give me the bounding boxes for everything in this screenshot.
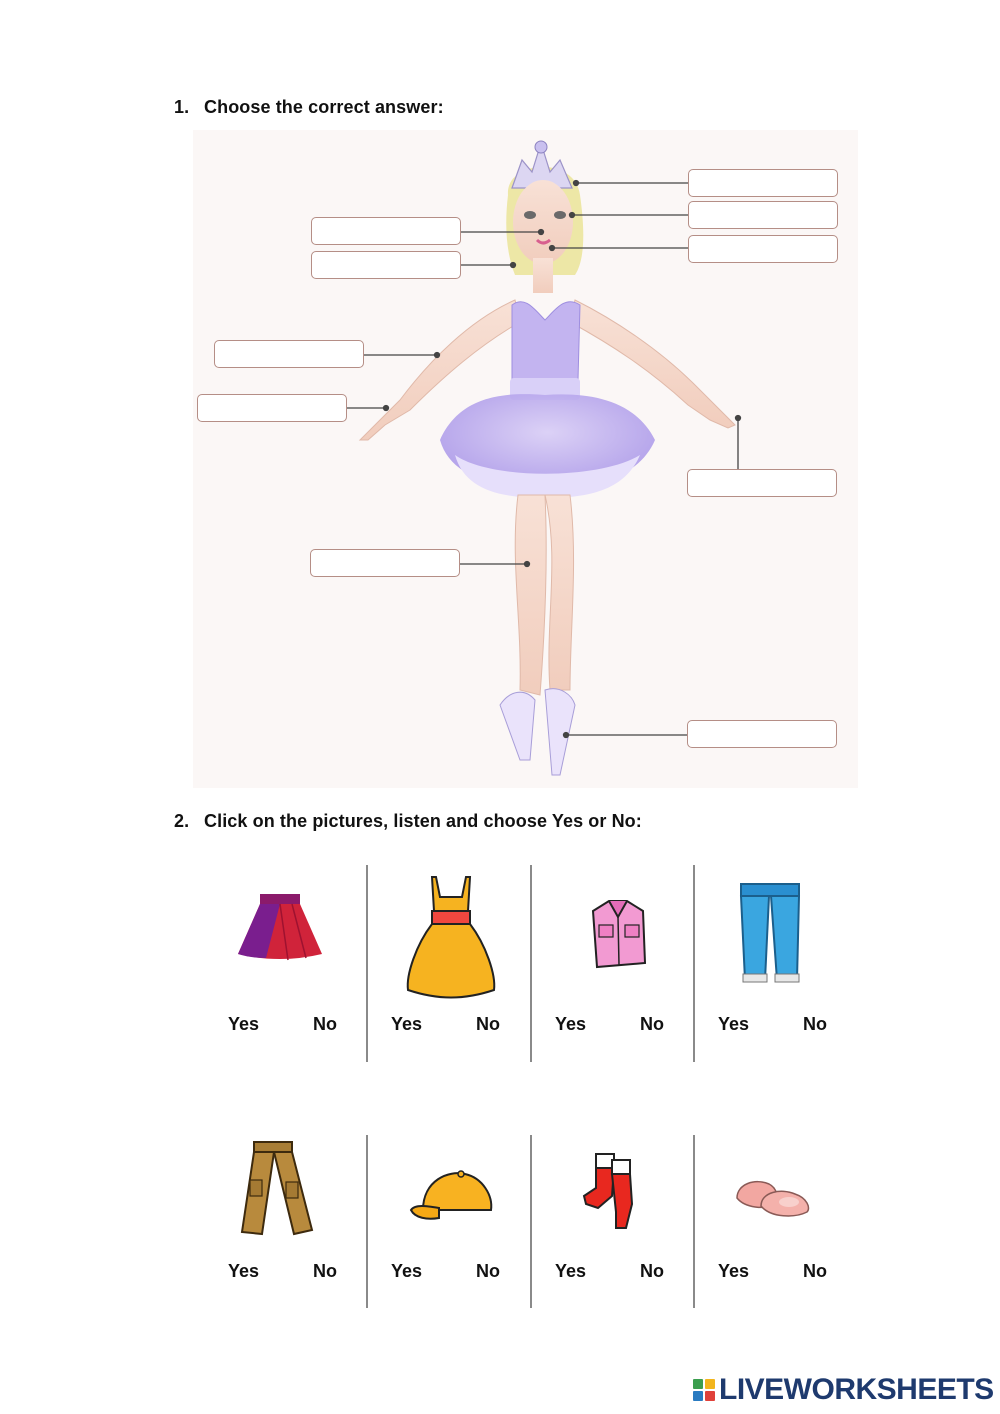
trousers-icon[interactable]	[240, 1140, 315, 1243]
no-option[interactable]: No	[640, 1014, 664, 1034]
no-option[interactable]: No	[476, 1014, 500, 1034]
question-2-number: 2.	[174, 811, 190, 831]
question-1-number: 1.	[174, 97, 190, 117]
no-option[interactable]: No	[313, 1261, 337, 1281]
logo-tile	[705, 1391, 715, 1401]
question-1-text: Choose the correct answer:	[204, 97, 444, 117]
yes-option[interactable]: Yes	[555, 1261, 587, 1281]
answer-box-mouth[interactable]	[688, 235, 838, 263]
question-1-title	[174, 97, 444, 118]
brand-name: LIVEWORKSHEETS	[719, 1373, 994, 1406]
no-option[interactable]: No	[803, 1261, 827, 1281]
no-option[interactable]: No	[313, 1014, 337, 1034]
liveworksheets-logo[interactable]	[693, 1373, 994, 1407]
column-divider	[366, 865, 368, 1062]
shirt-icon[interactable]	[587, 897, 649, 974]
answer-box-crown[interactable]	[688, 169, 838, 197]
question-2-text: Click on the pictures, listen and choose Yes or No:	[204, 811, 642, 831]
answer-box-arm[interactable]	[214, 340, 364, 368]
yes-option[interactable]: Yes	[718, 1014, 750, 1034]
question-2-title	[174, 811, 642, 832]
answer-box-hair[interactable]	[311, 251, 461, 279]
logo-icon	[693, 1379, 715, 1401]
column-divider	[530, 1135, 532, 1308]
yes-option[interactable]: Yes	[718, 1261, 750, 1281]
answer-box-nose[interactable]	[311, 217, 461, 245]
cap-icon[interactable]	[409, 1168, 497, 1228]
answer-box-foot[interactable]	[687, 720, 837, 748]
column-divider	[530, 865, 532, 1062]
no-option[interactable]: No	[803, 1014, 827, 1034]
column-divider	[693, 1135, 695, 1308]
logo-tile	[693, 1379, 703, 1389]
jeans-icon[interactable]	[735, 882, 805, 992]
socks-icon[interactable]	[582, 1152, 644, 1237]
yes-option[interactable]: Yes	[228, 1261, 260, 1281]
skirt-icon[interactable]	[236, 892, 324, 967]
yes-option[interactable]: Yes	[391, 1261, 423, 1281]
answer-box-leg[interactable]	[310, 549, 460, 577]
logo-tile	[705, 1379, 715, 1389]
answer-box-hand-right[interactable]	[687, 469, 837, 497]
dress-icon[interactable]	[404, 875, 498, 1005]
yes-option[interactable]: Yes	[391, 1014, 423, 1034]
answer-box-eye[interactable]	[688, 201, 838, 229]
no-option[interactable]: No	[476, 1261, 500, 1281]
yes-option[interactable]: Yes	[228, 1014, 260, 1034]
yes-option[interactable]: Yes	[555, 1014, 587, 1034]
no-option[interactable]: No	[640, 1261, 664, 1281]
answer-box-hand-left[interactable]	[197, 394, 347, 422]
logo-tile	[693, 1391, 703, 1401]
shoes-icon[interactable]	[735, 1170, 811, 1225]
column-divider	[366, 1135, 368, 1308]
column-divider	[693, 865, 695, 1062]
